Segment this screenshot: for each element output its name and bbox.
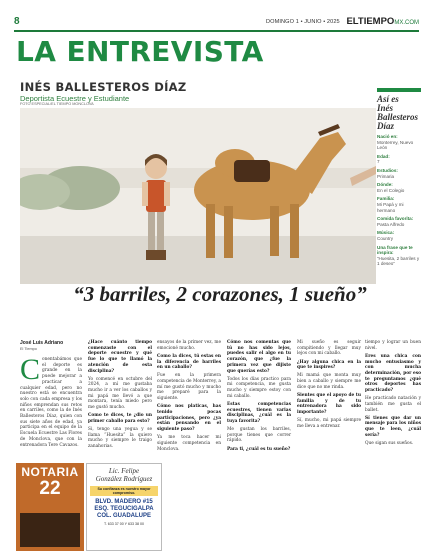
byline-outlet: El Tiempo bbox=[20, 347, 37, 351]
lawyer-name: Lic. Felipe González Rodríguez bbox=[95, 467, 153, 483]
interview-answer: Me gustan los barriles, porque tienes que correr rápido. bbox=[227, 427, 291, 444]
interview-answer: Que sigan sus sueños. bbox=[365, 440, 414, 446]
article-column-5 bbox=[297, 340, 361, 432]
sidebar-fact: Música: Country bbox=[377, 230, 395, 241]
sidebar-accent-bar bbox=[377, 88, 421, 92]
lawyer-address: BLVD. MADERO #15 ESQ. TEGUCIGALPA COL. GUADALUPE bbox=[94, 499, 154, 520]
lead-paragraph: onentabámos que el deporte es grande en la puede mejorar a practicar a cualquier edad, pero no nuestro está se encuentra solo con cada empresa y los niños emprendan sus retos en carriles, como la de Inés Ballesteros Díaz, quien con sus siete años de edad, ya participa en el equipo de la Escuela Ecuestre Las Flores de Monclova, que con la entrenadora Tere Cavazos. bbox=[20, 357, 82, 448]
pull-quote: “3 barriles, 2 corazones, 1 sueño” bbox=[73, 282, 367, 306]
interview-answer: Todos los días practico para mi competencia, me gusta mucho y siempre estoy con mi caballo. bbox=[227, 376, 291, 399]
interview-answer: Si, tengo una yegua y se llama “Huesita” la quiero mucho y siempre le traigo zanahorias. bbox=[88, 427, 152, 450]
sidebar-fact: Nació en: Monterrey, Nuevo León bbox=[377, 134, 414, 151]
lawyer-ad bbox=[86, 463, 162, 551]
lawyer-phone: T. 633 37 00 Y 633 38 00 bbox=[103, 522, 145, 527]
interview-question: ¿Hace cuánto tiempo comenzaste con el deporte ecuestre y qué fue lo que te llamó la atención de esta disciplina? bbox=[88, 340, 152, 374]
sidebar-fact: Estudios: Primaria bbox=[377, 167, 398, 179]
girl-with-horse-illustration bbox=[20, 108, 376, 284]
notaria-ad bbox=[16, 463, 84, 551]
article-column-4 bbox=[227, 340, 291, 455]
brand-logo: ELTIEMPOMX.COM bbox=[346, 16, 419, 27]
sidebar-title: Así es Inés Ballesteros Díaz bbox=[377, 94, 419, 131]
interview-question: Como la dices, tú estas en la diferencia de barriles en un caballo? bbox=[157, 353, 221, 371]
notaria-title: NOTARIA bbox=[21, 465, 79, 479]
article-column-2 bbox=[88, 340, 152, 452]
interview-question: ¿Hay alguna chica en la que te inspires? bbox=[297, 359, 361, 371]
interview-answer: ensayos de la primer vez, me emocioné mucho. bbox=[157, 340, 221, 351]
interview-answer: He practicado natación y también me gusta el ballet. bbox=[365, 396, 421, 413]
page-header bbox=[14, 16, 419, 32]
interview-answer: Sí, mucho, mi papá siempre me lleva a entrenar. bbox=[297, 418, 361, 429]
lawyer-slogan: Su confianza es nuestro mayor compromiso. bbox=[90, 486, 158, 496]
sidebar-fact: Edad: 7 bbox=[377, 153, 390, 165]
interviewee-name: INÉS BALLESTEROS DÍAZ bbox=[20, 80, 187, 94]
photo-credit: FOTO ESPECIAL/EL TIEMPO MONCLOVA bbox=[20, 102, 94, 106]
drop-cap: C bbox=[20, 353, 41, 386]
sidebar-fact: Familia: Mi Papá y mi hermano bbox=[377, 196, 404, 213]
byline-author: José Luis Adriano bbox=[20, 340, 64, 346]
interview-question: Para ti, ¿cuál es tu sueño? bbox=[227, 446, 291, 452]
interview-answer: Fue en la primera competencia de Monterrey, a mí me gustó mucho y mucho me preparé para la siguiente. bbox=[157, 373, 221, 402]
interview-question: Como te dices, te ¿dio un primer caballo para esto? bbox=[88, 413, 152, 424]
sidebar-fact: Comida favorita: Pasta Alfredo bbox=[377, 216, 414, 227]
page-number: 8 bbox=[14, 16, 20, 27]
interview-answer: Mi sueño es seguir compitiendo y llegar muy lejos con mi caballo. bbox=[297, 340, 361, 357]
interview-question: Eres una chica con mucho entusiasmo y con mucha determinación, por eso te preguntamos ¿qué otros deportes has practicado? bbox=[365, 353, 421, 394]
interview-answer: Ya me toca hacer mi siguiente competencia en Monclova. bbox=[157, 435, 221, 452]
interview-question: Cómo nos comentas que tú no has sido lejos, puedes salir el algo en tu corazón, que ¿fue la primera vez que dijiste que querías esto? bbox=[227, 340, 291, 374]
sidebar-fact: Una frase que te inspira: “Huesita, 2 barriles y 1 deseo” bbox=[377, 244, 420, 267]
interview-question: Cómo nos platicas, has tenido pocas participaciones, pero ¿ya están pensando en el siguiente paso? bbox=[157, 404, 221, 433]
books-image bbox=[20, 513, 80, 547]
interview-question: Sientes que el apoyo de tu familia y de tu entrenadora ha sido importante? bbox=[297, 392, 361, 415]
interview-photo bbox=[20, 108, 376, 284]
issue-date: DOMINGO 1 • JUNIO • 2025 bbox=[266, 19, 340, 25]
article-column-1 bbox=[20, 353, 82, 448]
interviewee-role: Deportista Ecuestre y Estudiante bbox=[20, 94, 130, 103]
interview-question: Estas competencias ecuestres, tienen varias disciplinas, ¿cuál es la tuya favorita? bbox=[227, 401, 291, 424]
interview-answer: Yo comencé en octubre del 2024, a mí me gustaba mucho ir a ver los caballos y mi papá me llevó a que montara, tenía miedo pero me gustó mucho. bbox=[88, 376, 152, 411]
notaria-number: 22 bbox=[39, 478, 61, 499]
article-column-3 bbox=[157, 340, 221, 455]
sidebar-fact: Dónde: En el Colegio bbox=[377, 182, 405, 193]
interview-answer: tiempo y lograr un buen nivel. bbox=[365, 340, 421, 351]
article-column-6 bbox=[365, 340, 421, 449]
section-title: LA ENTREVISTA bbox=[16, 35, 264, 68]
interview-question: Sí tienes que dar un mensaje para los niños que te leen, ¿cuál sería? bbox=[365, 415, 421, 438]
interview-answer: Mi mamá que monta muy bien a caballo y siempre me dice que no me rinda. bbox=[297, 373, 361, 390]
